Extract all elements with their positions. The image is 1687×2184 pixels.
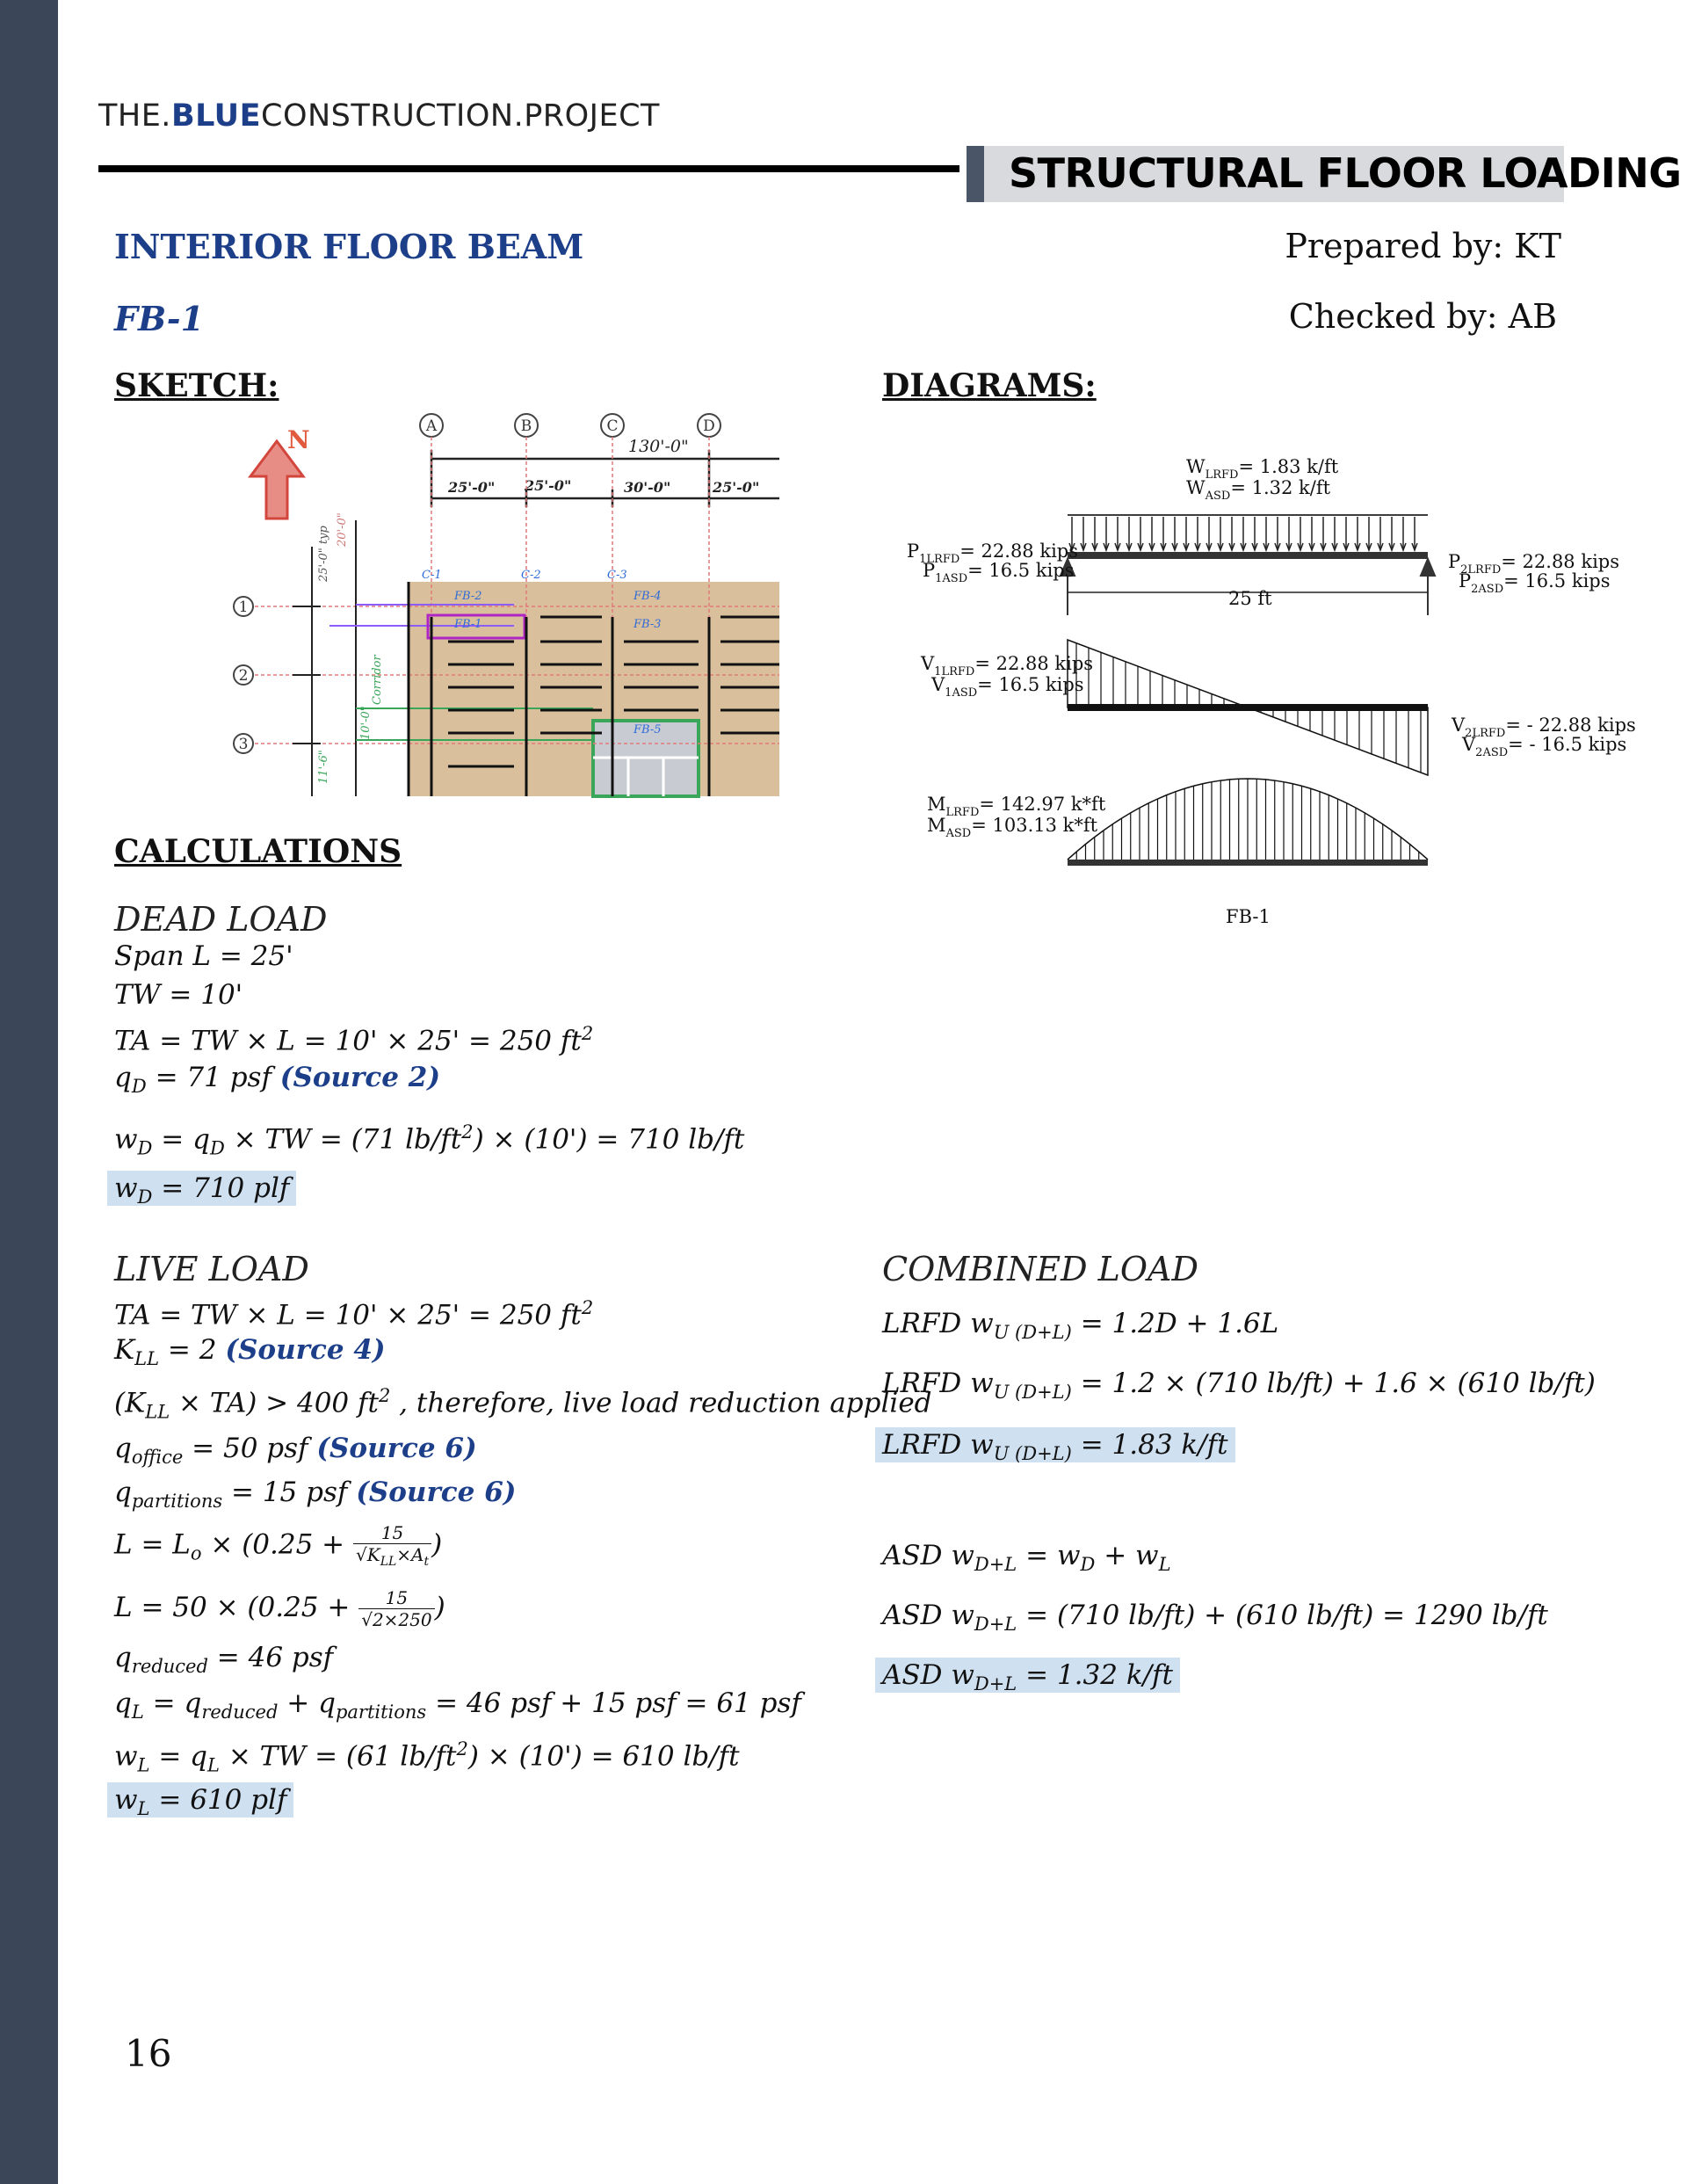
grid-label-d: D [703, 417, 715, 435]
grid-label-3: 3 [238, 736, 249, 753]
beam-member [1068, 552, 1428, 559]
brand-logo: THE.BLUECONSTRUCTION.PROJECT [98, 98, 660, 134]
live-wl-result: $w_L = 610$ plf [114, 1784, 293, 1819]
combined-lrfd-result: LRFD $w_{U (D+L)} = 1.83$ k/ft [882, 1429, 1235, 1464]
diagram-caption: FB-1 [1226, 906, 1271, 927]
v2-lrfd-value: = - 22.88 kips [1505, 715, 1636, 736]
bay-dimension: 30'-0" [624, 479, 671, 496]
side-dimension: 11'-6" [317, 750, 330, 784]
w-asd-value: = 1.32 k/ft [1230, 477, 1331, 498]
overall-dimension: 130'-0" [628, 437, 689, 456]
beam-label-fb1: FB-1 [454, 618, 482, 631]
live-wl-calc: $w_L = q_L$ × TW = (61 $lb/ft^2) \times (10') = 610$ lb/ft [114, 1738, 740, 1776]
p1-asd-value: = 16.5 kips [967, 560, 1075, 581]
grid-label-c: C [606, 417, 619, 435]
prepared-by: Prepared by: KT [1285, 227, 1561, 265]
combined-lrfd-eq: LRFD $w_{U (D+L)} = 1.2D + 1.6L$ [882, 1308, 1279, 1344]
diagrams-heading: DIAGRAMS: [882, 367, 1097, 404]
svg-text:P1ASD= 16.5 kips: $P_{1ASD}= 16.5$ kips [923, 560, 1075, 585]
grid-label-a: A [425, 417, 438, 435]
dead-wd-result: $w_D = 710$ plf [114, 1172, 296, 1208]
banner-accent [967, 146, 984, 202]
w-lrfd-value: = 1.83 k/ft [1238, 456, 1339, 477]
beam-label: FB-5 [634, 723, 662, 736]
bay-dimension: 25'-0" [525, 477, 572, 494]
beam-diagrams [896, 448, 1636, 940]
grid-label-1: 1 [238, 599, 249, 616]
live-qpartitions: $q_{partitions} = 15$ psf (Source 6) [114, 1477, 517, 1513]
span-label: 25 ft [1228, 588, 1272, 609]
svg-text:MASD= 103.13 k*ft: $M_{ASD}= 103.13$ k*ft [927, 815, 1098, 840]
m-lrfd-value: = 142.97 k*ft [979, 794, 1106, 815]
v1-lrfd-value: = 22.88 kips [974, 653, 1094, 674]
svg-text:WLRFD= 1.83 k/ft: $W_{LRFD}= 1.83$ k/ft [1186, 456, 1339, 482]
moment-baseline [1068, 860, 1428, 866]
beam-label: FB-2 [454, 590, 482, 603]
banner-title: STRUCTURAL FLOOR LOADING [1009, 149, 1682, 197]
combined-lrfd-sub: LRFD $w_{U (D+L)} = 1.2 \times (710$ lb/ft) + 1.6 × (610 lb/ft) [882, 1368, 1596, 1404]
combined-asd-result: ASD $w_{D+L} = 1.32$ k/ft [882, 1659, 1180, 1694]
side-dimension: 10'-0" [359, 706, 373, 740]
live-formula-sub: L = 50 × (0.25 + $\frac{15}{√2\times 250}$ ) [114, 1587, 445, 1630]
column-label: C-1 [422, 569, 442, 582]
beam-id: FB-1 [114, 299, 205, 338]
p1-lrfd-value: = 22.88 kips [959, 541, 1079, 562]
live-formula: $L = L_o \times (0.25$ + $\frac{15}{√K_{LL}\times A_t}$ ) [114, 1522, 443, 1569]
beam-label: FB-3 [634, 618, 662, 631]
combined-asd-sub: ASD $w_{D+L} = (710$ lb/ft) + (610 lb/ft) = 1290 lb/ft [882, 1600, 1548, 1636]
page-number: 16 [125, 2032, 172, 2075]
live-ql: $q_L = q_{reduced} + q_{partitions} = 46$ psf + 15 psf = 61 psf [114, 1687, 801, 1723]
svg-text:P2LRFD= 22.88 kips: $P_{2LRFD}= 22.88$ kips [1448, 551, 1620, 577]
dead-qd: $q_D = 71$ psf (Source 2) [114, 1062, 441, 1098]
side-dimension: 20'-0" [336, 512, 349, 547]
bay-dimension: 25'-0" [713, 479, 760, 496]
live-kll: $K_{LL} = 2$ (Source 4) [114, 1334, 386, 1370]
svg-text:WASD= 1.32 k/ft: $W_{ASD}= 1.32$ k/ft [1186, 477, 1331, 503]
bay-dimension: 25'-0" [448, 479, 496, 496]
dead-tw: TW = 10' [114, 979, 243, 1011]
page-title: INTERIOR FLOOR BEAM [114, 227, 584, 266]
column-label: C-3 [607, 569, 627, 582]
left-sidebar-band [0, 0, 58, 2184]
grid-label-2: 2 [238, 667, 249, 685]
grid-label-b: B [520, 417, 532, 435]
calculations-heading: CALCULATIONS [114, 833, 402, 870]
p2-lrfd-value: = 22.88 kips [1501, 551, 1620, 572]
live-qreduced: $q_{reduced} = 46$ psf [114, 1642, 334, 1678]
svg-text:V2LRFD= - 22.88 kips: $V_{2LRFD}= - 22.88$ kips [1452, 715, 1636, 740]
corridor-label: Corridor [371, 655, 384, 705]
m-asd-value: = 103.13 k*ft [971, 815, 1098, 836]
combined-asd-eq: ASD $w_{D+L} = w_D + w_L$ [882, 1540, 1171, 1576]
header-rule [98, 165, 959, 172]
live-reduction-check: $(K_{LL} \times TA) > 400$ $ft^2$ , therefore, live load reduction applied [114, 1385, 932, 1423]
svg-text:MLRFD= 142.97 k*ft: $M_{LRFD}= 142.97$ k*ft [927, 794, 1106, 819]
svg-text:P2ASD= 16.5 kips: $P_{2ASD}= 16.5$ kips [1459, 570, 1611, 596]
dead-wd-calc: $w_D = q_D$ × TW = (71 $lb/ft^2) \times (10') = 710$ lb/ft [114, 1121, 745, 1159]
combined-load-heading: COMBINED LOAD [882, 1250, 1198, 1288]
p2-asd-value: = 16.5 kips [1503, 570, 1611, 591]
svg-text:V2ASD= - 16.5 kips: $V_{2ASD}= - 16.5$ kips [1462, 734, 1627, 759]
column-label: C-2 [521, 569, 541, 582]
live-qoffice: $q_{office} = 50$ psf (Source 6) [114, 1433, 477, 1469]
beam-label: FB-4 [634, 590, 662, 603]
shear-negative [1248, 707, 1428, 775]
side-dimension: 25'-0" typ [317, 526, 330, 582]
sketch-heading: SKETCH: [114, 367, 279, 404]
north-label: N [287, 425, 310, 454]
shear-positive [1068, 640, 1248, 707]
v2-asd-value: = - 16.5 kips [1508, 734, 1627, 755]
dead-ta: TA = TW × L = 10' × 25' = 250 $ft^2$ [114, 1023, 594, 1057]
svg-text:V1ASD= 16.5 kips: $V_{1ASD}= 16.5$ kips [931, 674, 1084, 700]
svg-text:V1LRFD= 22.88 kips: $V_{1LRFD}= 22.88$ kips [921, 653, 1094, 678]
v1-asd-value: = 16.5 kips [977, 674, 1084, 695]
live-ta: TA = TW × L = 10' × 25' = 250 $ft^2$ [114, 1297, 594, 1331]
dead-load-heading: DEAD LOAD [114, 900, 328, 939]
dead-span: Span L = 25' [114, 940, 293, 972]
floor-plan-sketch [224, 406, 779, 796]
live-load-heading: LIVE LOAD [114, 1250, 309, 1288]
svg-text:P1LRFD= 22.88 kips: $P_{1LRFD}= 22.88$ kips [907, 541, 1079, 566]
checked-by: Checked by: AB [1288, 297, 1557, 336]
